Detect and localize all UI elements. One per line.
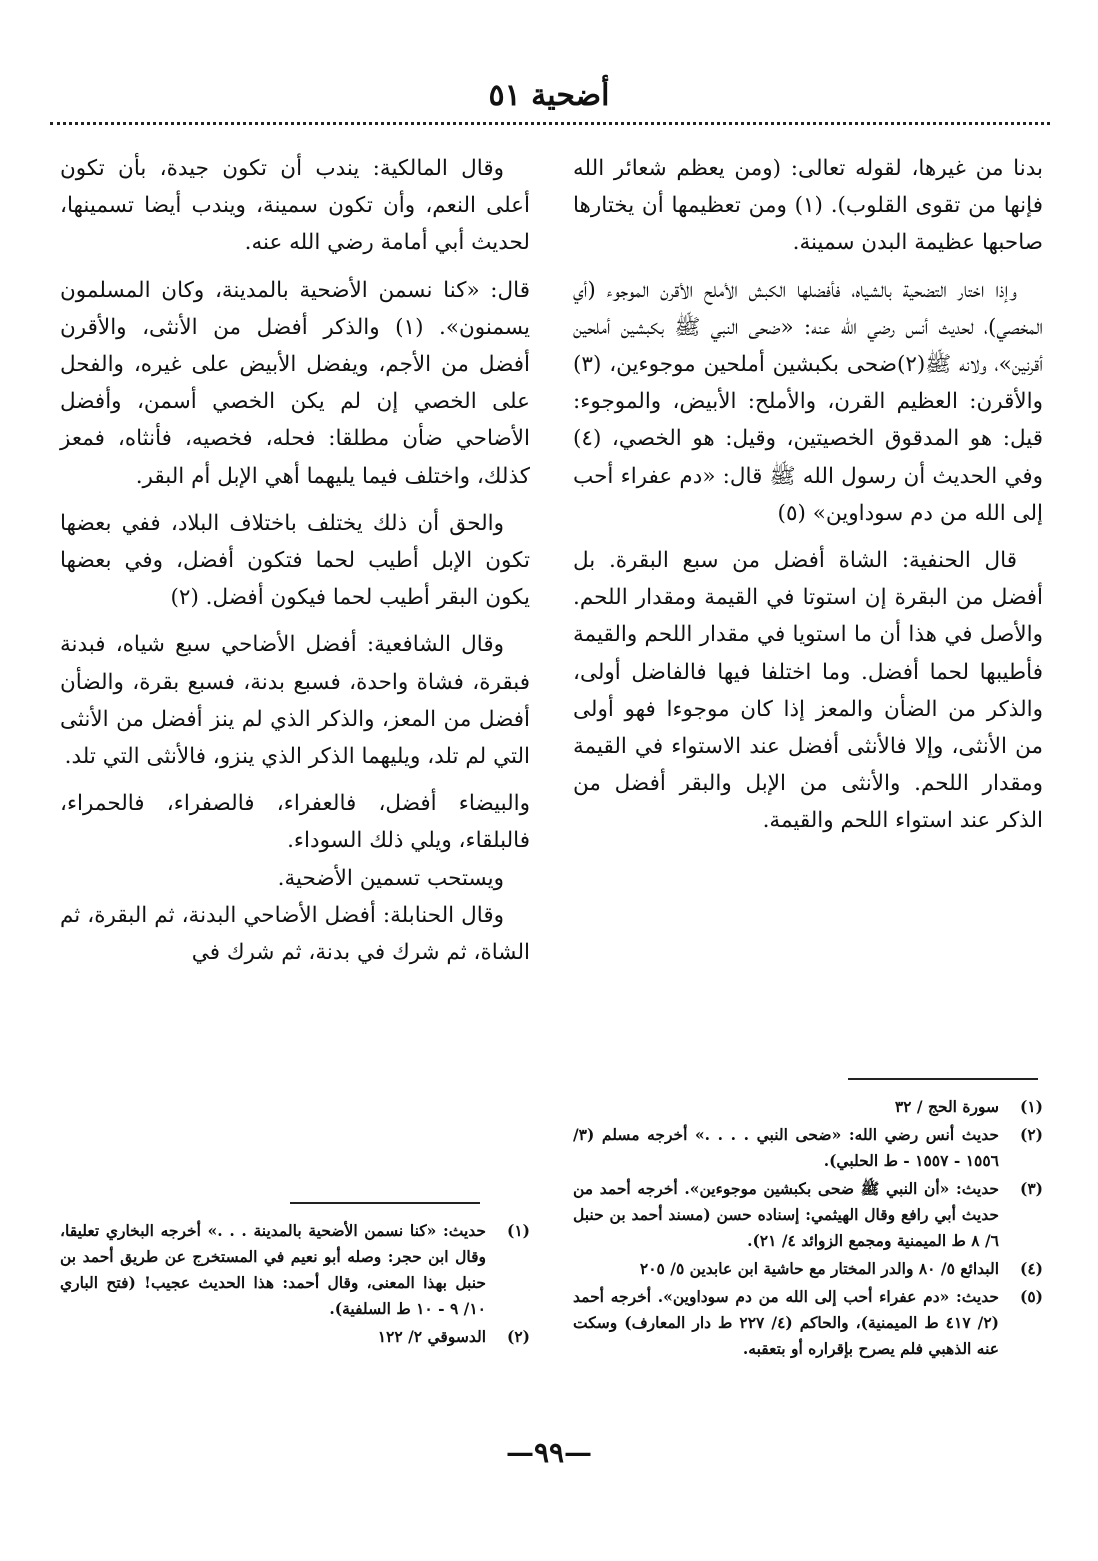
footnote-item [573, 1094, 1043, 1120]
right-footnotes [573, 1094, 1043, 1364]
left-footnotes [60, 1218, 530, 1352]
left-paragraph-6: ويستحب تسمين الأضحية. [277, 865, 504, 891]
footnote-text: حديث: «دم عفراء أحب إلى الله من دم سوداوين». أخرجه أحمد (٢/ ٤١٧ ط الميمنية)، والحاكم (٤/ ٢٢٧ ط دار المعارف) وسكت عنه الذهبي فلم يصرح بإقراره أو بتعقبه. [573, 1287, 999, 1358]
left-paragraph-4: وقال الشافعية: أفضل الأضاحي سبع شياه، فبدنة فبقرة، فشاة واحدة، فسبع بدنة، فسبع بقرة، والضأن أفضل من المعز، والذكر الذي لم ينز أفضل من الأنثى التي لم تلد، ويليهما الذكر الذي ينزو، فالأنثى التي تلد. [60, 632, 530, 770]
left-paragraph-2: قال: «كنا نسمن الأضحية بالمدينة، وكان المسلمون يسمنون». (١) والذكر أفضل من الأنثى، والأقرن أفضل من الأجم، ويفضل الأبيض على غيره، والفحل على الخصي إن لم يكن الخصي أسمن، وأفضل الأضاحي ضأن مطلقا: فحله، فخصيه، فأنثاه، فمعز كذلك، واختلف فيما يليهما أهي الإبل أم البقر. [60, 277, 530, 489]
left-paragraph-3: والحق أن ذلك يختلف باختلاف البلاد، ففي بعضها تكون الإبل أطيب لحما فتكون أفضل، وفي بعضها يكون البقر أطيب لحما فيكون أفضل. (٢) [60, 510, 530, 611]
footnote-number: (٢) [1019, 1125, 1043, 1144]
left-paragraph-1: وقال المالكية: يندب أن تكون جيدة، بأن تكون أعلى النعم، وأن تكون سمينة، ويندب أيضا تسمينها، لحديث أبي أمامة رضي الله عنه. [60, 156, 530, 256]
page-title: أضحية ٥١ [488, 78, 610, 113]
footnote-item [60, 1324, 530, 1350]
footnote-item [573, 1256, 1043, 1282]
footnote-text: حديث: «أن النبي ﷺ ضحى بكبشين موجوءين». أخرجه أحمد من حديث أبي رافع وقال الهيثمي: إسناده حسن (مسند أحمد بن حنبل ٦/ ٨ ط الميمنية ومجمع الزوائد ٤/ ٢١). [573, 1179, 999, 1250]
footnote-number: (٤) [1019, 1259, 1043, 1278]
footnote-text: حديث: «كنا نسمن الأضحية بالمدينة . . .» أخرجه البخاري تعليقا، وقال ابن حجر: وصله أبو نعيم في المستخرج عن طريق أحمد بن حنبل بهذا المعنى، وقال أحمد: هذا الحديث عجيب! (فتح الباري ١٠/ ٩ - ١٠ ط السلفية). [60, 1221, 486, 1318]
right-footnote-separator [848, 1078, 1038, 1080]
footnote-text: الدسوقي ٢/ ١٢٢ [377, 1327, 486, 1346]
right-paragraph-1: بدنا من غيرها، لقوله تعالى: (ومن يعظم شعائر الله فإنها من تقوى القلوب). (١) ومن تعظيمها أن يختارها صاحبها عظيمة البدن سمينة. [573, 156, 1043, 256]
footnote-item [60, 1218, 530, 1322]
left-footnote-separator [290, 1202, 480, 1204]
footnote-number: (٢) [506, 1327, 530, 1346]
footnote-number: (١) [506, 1221, 530, 1240]
header-divider [50, 122, 1050, 125]
footnote-item [573, 1122, 1043, 1174]
footnote-text: البدائع ٥/ ٨٠ والدر المختار مع حاشية ابن عابدين ٥/ ٢٠٥ [639, 1259, 999, 1278]
footnote-item [573, 1176, 1043, 1254]
footnote-text: سورة الحج / ٣٢ [894, 1097, 999, 1116]
footnote-number: (٣) [1019, 1179, 1043, 1198]
right-paragraph-2: وإذا اختار التضحية بالشياه، فأفضلها الكبش الأملح الأقرن الموجوء (أي المخصي)، لحديث أنس رضي الله عنه: «ضحى النبي ﷺ بكبشين أملحين أقرنين»، ولانه ﷺ(٢)ضحى بكبشين أملحين موجوءين، (٣) والأقرن: العظيم القرن، والأملح: الأبيض، والموجوء: قيل: هو المدقوق الخصيتين، وقيل: هو الخصي، (٤) وفي الحديث أن رسول الله ﷺ قال: «دم عفراء أحب إلى الله من دم سوداوين» (٥) [573, 277, 1043, 526]
footnote-item [573, 1284, 1043, 1362]
footnote-number: (٥) [1019, 1287, 1043, 1306]
left-paragraph-5: والبيضاء أفضل، فالعفراء، فالصفراء، فالحمراء، فالبلقاء، ويلي ذلك السوداء. [60, 791, 530, 854]
page-number: —٩٩— [505, 1436, 593, 1469]
footnote-number: (١) [1019, 1097, 1043, 1116]
right-paragraph-3: قال الحنفية: الشاة أفضل من سبع البقرة. بل أفضل من البقرة إن استوتا في القيمة ومقدار اللحم. والأصل في هذا أن ما استويا في مقدار اللحم والقيمة فأطيبها لحما أفضل. وما اختلفا فيها فالفاضل أولى، والذكر من الضأن والمعز إذا كان موجوءا فهو أولى من الأنثى، وإلا فالأنثى أفضل عند الاستواء في القيمة ومقدار اللحم. والأنثى من الإبل والبقر أفضل من الذكر عند استواء اللحم والقيمة. [573, 548, 1043, 834]
left-paragraph-7: وقال الحنابلة: أفضل الأضاحي البدنة، ثم البقرة، ثم الشاة، ثم شرك في بدنة، ثم شرك في [60, 902, 530, 966]
footnote-text: حديث أنس رضي الله: «ضحى النبي . . . .» أخرجه مسلم (٣/ ١٥٥٦ - ١٥٥٧ - ط الحلبي). [573, 1125, 999, 1170]
right-column [573, 150, 1043, 850]
left-column [60, 150, 530, 981]
